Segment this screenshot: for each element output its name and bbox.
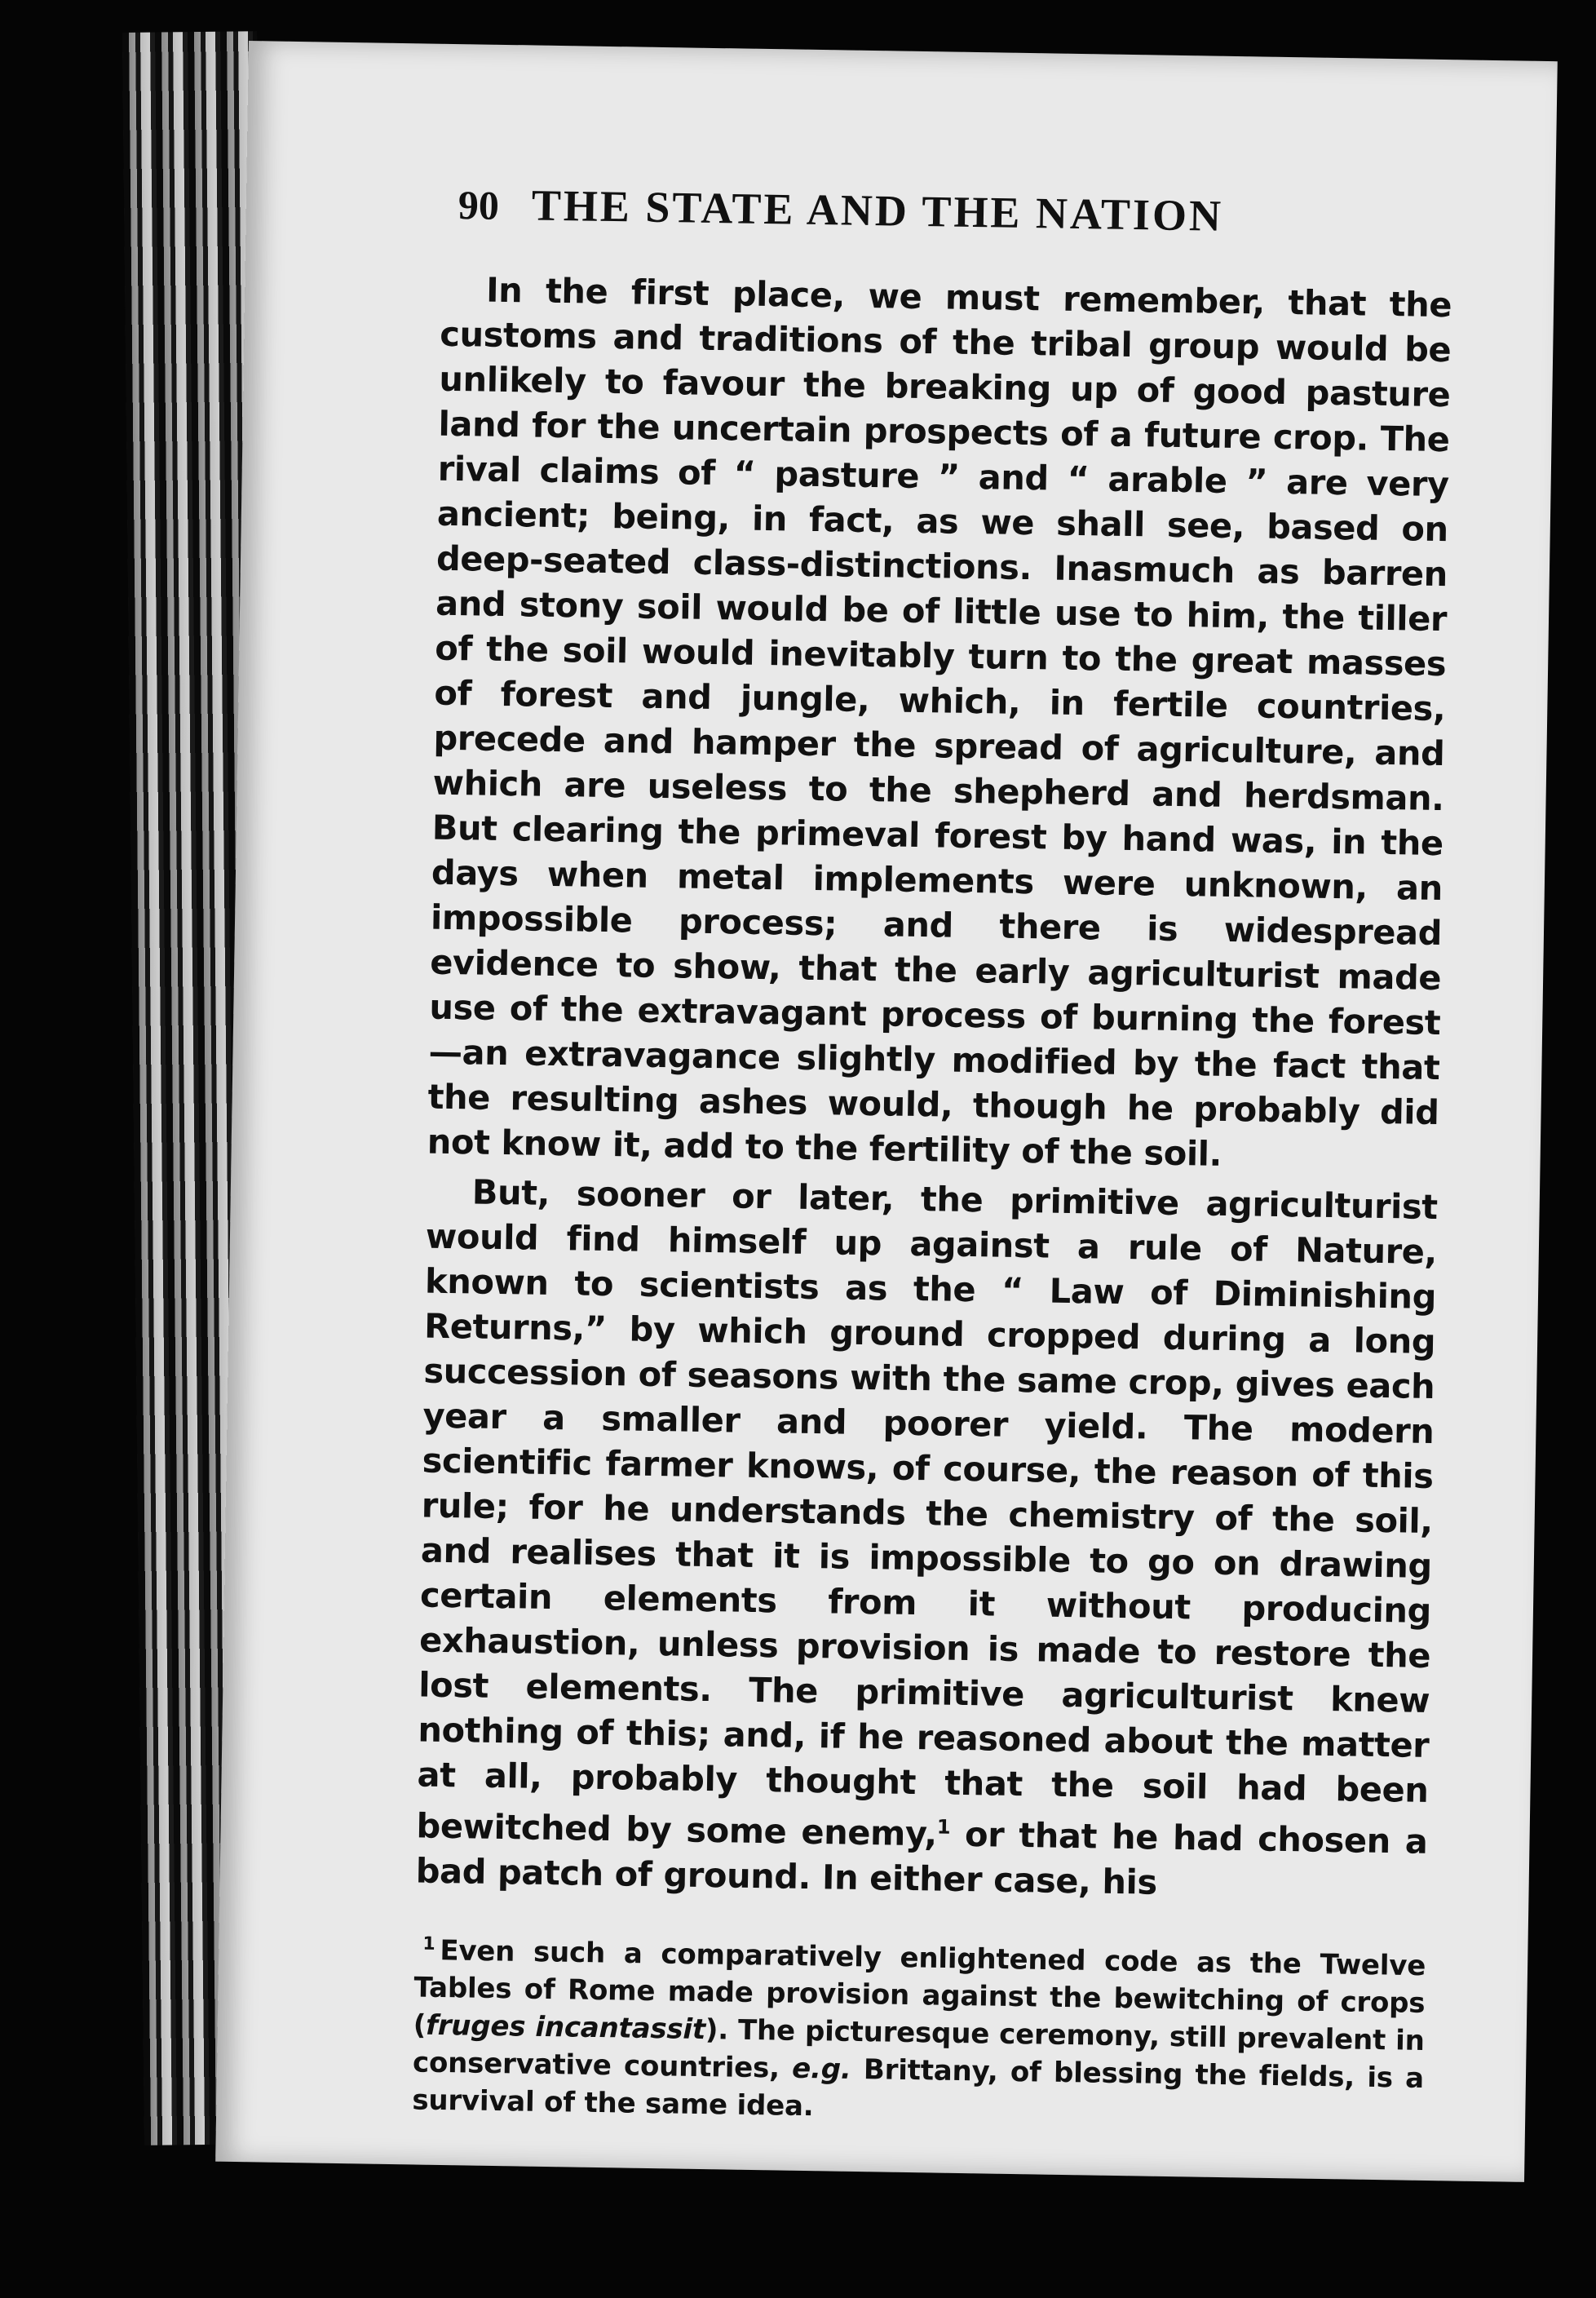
footnote-text: Even such a comparatively enlightened code as the Twelve Tables of Rome made provision against the bewitching of crops ( xyxy=(413,1934,1426,2042)
running-head xyxy=(458,179,1453,245)
paragraph-2-text-end: or that he had chosen a bad patch of ground. In either case, his xyxy=(415,1813,1428,1902)
footnote-text-end: Brittany, of blessing the fields, is a survival of the same idea. xyxy=(412,2053,1425,2123)
page-number: 90 xyxy=(458,182,500,228)
page-content xyxy=(412,179,1453,2135)
footnote xyxy=(412,1925,1426,2135)
paragraph-2 xyxy=(415,1169,1438,1909)
running-title: THE STATE AND THE NATION xyxy=(531,180,1224,241)
paragraph-2-text: But, sooner or later, the primitive agriculturist would find himself up against a rule of Nature, known to scientists as the “ Law of Diminishing Returns,” by which ground cropped during a long succession of seasons with the same crop, gives each year a smaller and poorer yield. The modern scientific farmer knows, of course, the reason of this rule; for he understands the chemistry of the soil, and realises that it is impossible to go on drawing certain elements from it without producing exhaustion, unless provision is made to restore the lost elements. The primitive agriculturist knew nothing of this; and, if he reasoned about the matter at all, probably thought that the soil had been bewitched by some enemy, xyxy=(416,1171,1439,1854)
footnote-eg: e.g. xyxy=(791,2052,851,2087)
book-page xyxy=(215,41,1558,2182)
footnote-latin: fruges incantassit xyxy=(425,2008,706,2047)
paragraph-1: In the first place, we must remember, that the customs and traditions of the tribal group would be unlikely to favour the breaking up of good pasture land for the uncertain prospects of a future crop. The rival claims of “ pasture ” and “ arable ” are very ancient; being, in fact, as we shall see, based on deep-seated class-distinctions. Inasmuch as barren and stony soil would be of little use to him, the tiller of the soil would inevitably turn to the great masses of forest and jungle, which, in fertile countries, precede and hamper the spread of agriculture, and which are useless to the shepherd and herdsman. But clearing the primeval forest by hand was, in the days when metal implements were unknown, an impossible process; and there is widespread evidence to show, that the early agriculturist made use of the extravagant process of burning the forest—an extravagance slightly modified by the fact that the resulting ashes would, though he probably did not know it, add to the fertility of the soil. xyxy=(427,269,1452,1174)
footnote-reference: 1 xyxy=(936,1815,951,1839)
footnote-marker: 1 xyxy=(422,1933,435,1955)
footnote-text-middle: ). The picturesque ceremony, still prevalent in conservative countries, xyxy=(412,2013,1425,2085)
